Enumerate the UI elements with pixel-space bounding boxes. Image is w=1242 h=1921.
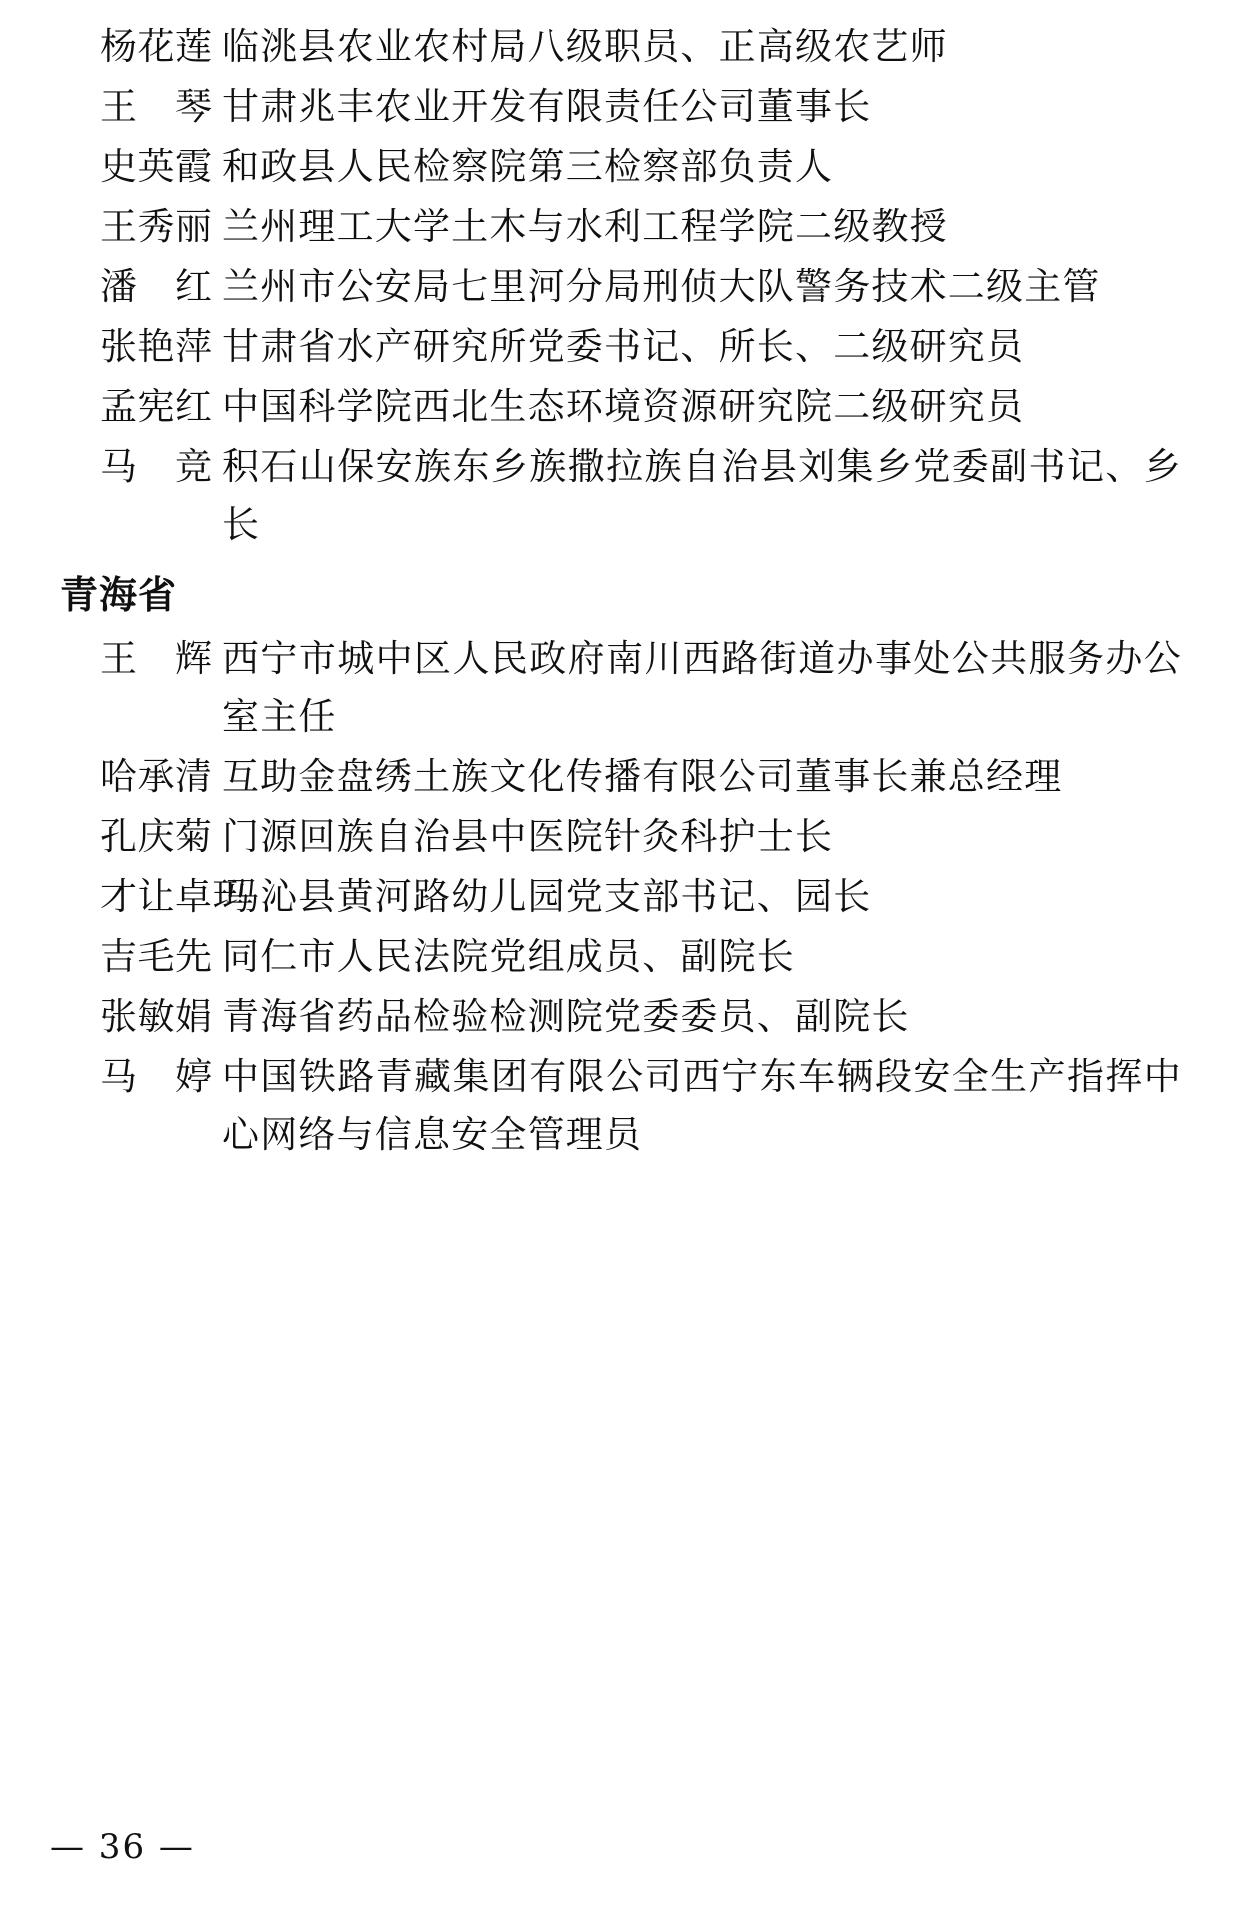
list-item <box>60 988 1182 1046</box>
person-name: 张敏娟 <box>100 995 213 1038</box>
person-name: 史英霞 <box>100 145 213 188</box>
person-title: 兰州理工大学土木与水利工程学院二级教授 <box>222 205 948 248</box>
person-title: 兰州市公安局七里河分局刑侦大队警务技术二级主管 <box>222 265 1101 308</box>
list-item <box>60 808 1182 866</box>
list-item <box>60 258 1182 316</box>
person-name: 杨花莲 <box>100 25 213 68</box>
person-name: 张艳萍 <box>100 325 213 368</box>
person-title: 门源回族自治县中医院针灸科护士长 <box>222 815 834 858</box>
person-title: 甘肃兆丰农业开发有限责任公司董事长 <box>222 85 872 128</box>
section-heading: 青海省 <box>60 573 178 617</box>
list-item <box>60 138 1182 196</box>
list-item <box>60 318 1182 376</box>
person-title: 玛沁县黄河路幼儿园党支部书记、园长 <box>222 875 872 918</box>
person-title: 中国铁路青藏集团有限公司西宁东车辆段安全生产指挥中心网络与信息安全管理员 <box>222 1055 1182 1156</box>
person-title: 青海省药品检验检测院党委委员、副院长 <box>222 995 910 1038</box>
page-number: — 36 — <box>50 1827 195 1867</box>
person-name: 王 辉 <box>100 637 213 680</box>
person-name: 吉毛先 <box>100 935 213 978</box>
person-name: 王 琴 <box>100 85 213 128</box>
person-title: 同仁市人民法院党组成员、副院长 <box>222 935 795 978</box>
section-qinghai <box>60 564 1182 1164</box>
person-title: 甘肃省水产研究所党委书记、所长、二级研究员 <box>222 325 1025 368</box>
person-name: 哈承清 <box>100 755 213 798</box>
section-gansu-continued <box>60 18 1182 554</box>
person-title: 西宁市城中区人民政府南川西路街道办事处公共服务办公室主任 <box>222 637 1182 738</box>
person-name: 马 婷 <box>100 1055 213 1098</box>
person-name: 潘 红 <box>100 265 213 308</box>
list-item <box>60 1048 1182 1164</box>
list-item <box>60 928 1182 986</box>
person-title: 互助金盘绣土族文化传播有限公司董事长兼总经理 <box>222 755 1063 798</box>
person-title: 中国科学院西北生态环境资源研究院二级研究员 <box>222 385 1025 428</box>
person-name: 王秀丽 <box>100 205 213 248</box>
list-item <box>60 198 1182 256</box>
person-name: 孔庆菊 <box>100 815 213 858</box>
list-item <box>60 630 1182 746</box>
person-title: 积石山保安族东乡族撒拉族自治县刘集乡党委副书记、乡长 <box>222 445 1182 546</box>
list-item <box>60 78 1182 136</box>
person-name: 孟宪红 <box>100 385 213 428</box>
list-item <box>60 438 1182 554</box>
list-item <box>60 378 1182 436</box>
person-title: 临洮县农业农村局八级职员、正高级农艺师 <box>222 25 948 68</box>
list-item <box>60 18 1182 76</box>
person-name: 才让卓玛 <box>100 875 250 918</box>
person-name: 马 竞 <box>100 445 213 488</box>
list-item <box>60 748 1182 806</box>
list-item <box>60 868 1182 926</box>
person-title: 和政县人民检察院第三检察部负责人 <box>222 145 834 188</box>
